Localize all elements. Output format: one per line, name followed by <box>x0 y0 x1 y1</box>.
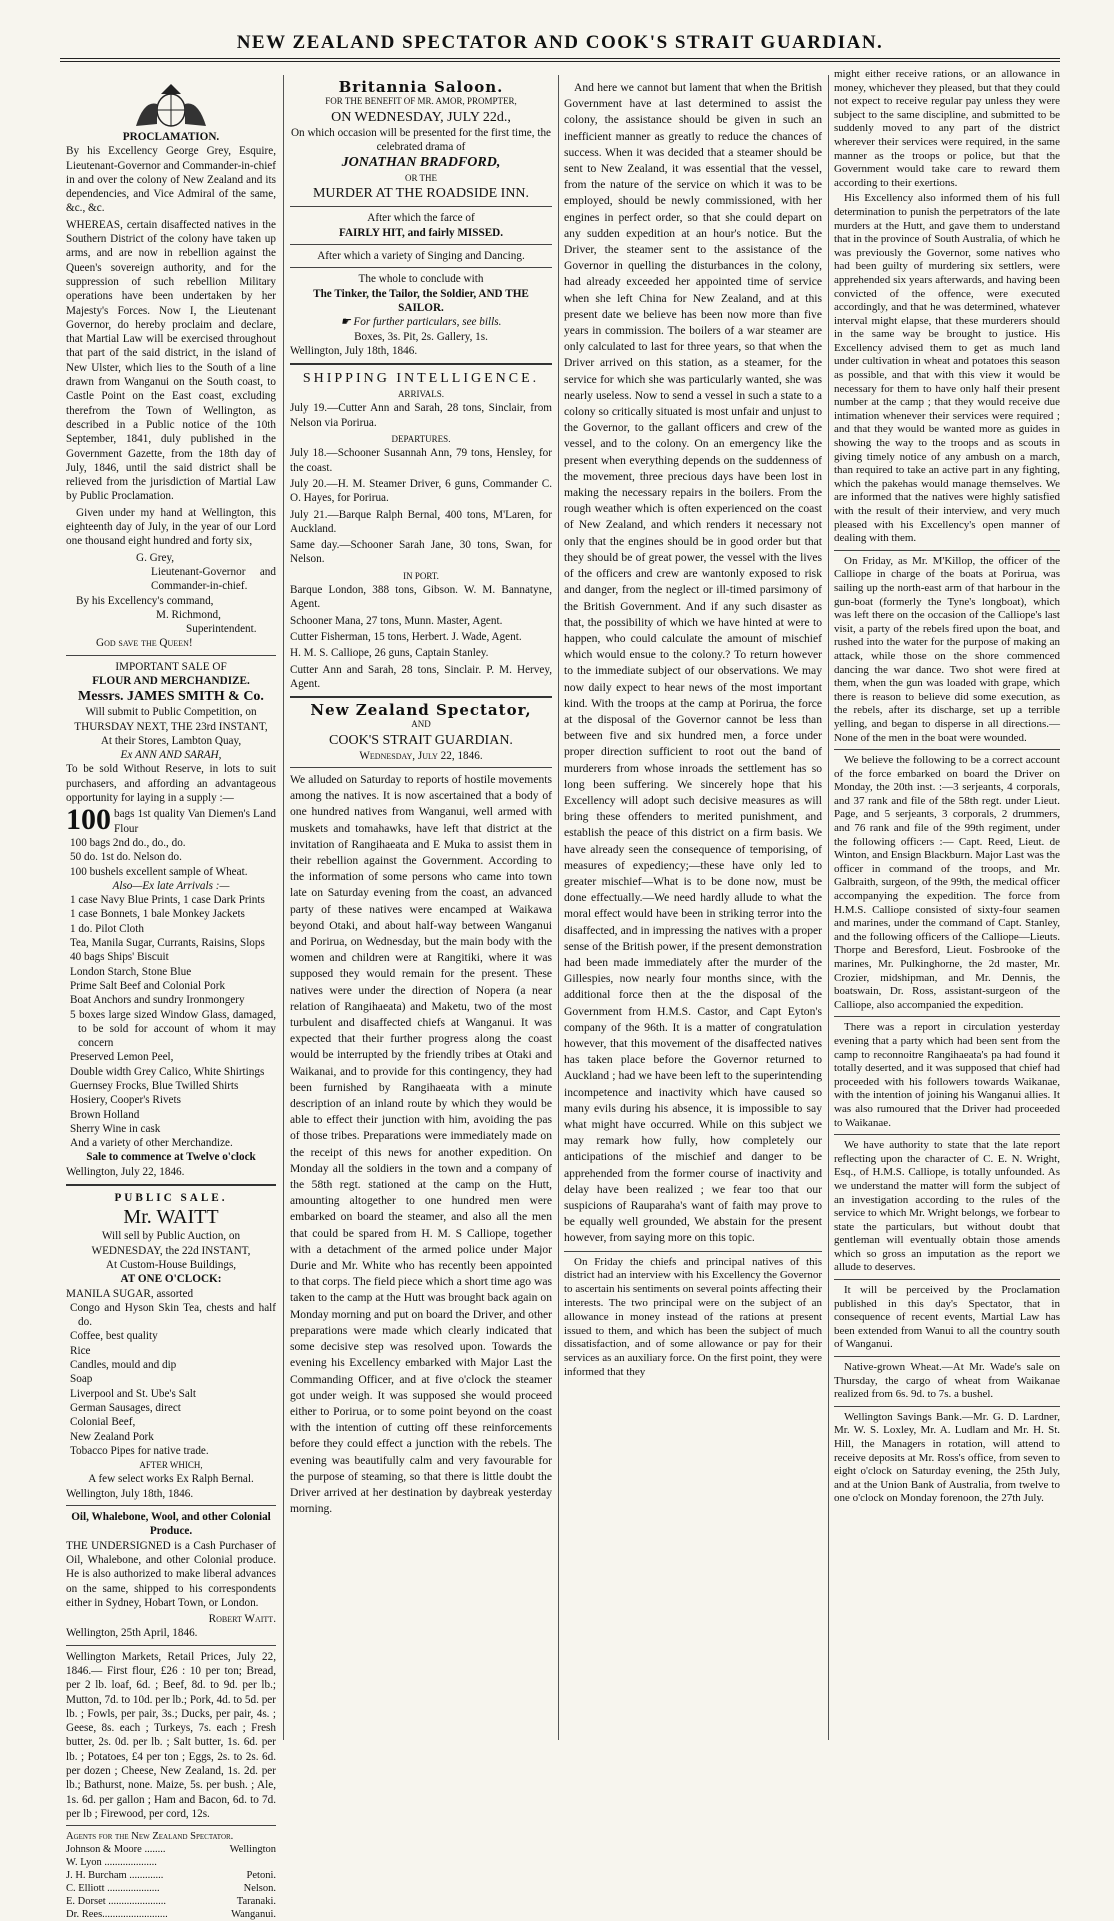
list-item: New Zealand Pork <box>70 1430 154 1443</box>
divider <box>290 244 552 245</box>
article-paragraph: We have authority to state that the late report reflecting upon the character of C. E. N. Wright, Esq., of H.M.S. Calliope, is totally unfounded. As we understand the matter will form the subject of an investigation according to the rules of the service to which Mr. Wright belongs, we forbear to state the particulars, but without doubt that gentleman will eventually obtain those amends which so gross an imputation as the report we allude to deserves. <box>834 1139 1060 1274</box>
divider <box>290 206 552 207</box>
column-2 <box>290 80 552 1740</box>
auction-after: AFTER WHICH, <box>139 1460 203 1471</box>
proclamation-given: Given under my hand at Wellington, this eighteenth day of July, in the year of our Lord one thousand eight hundred and forty six, <box>66 506 276 548</box>
list-item: 100 bags 2nd do., do., do. <box>70 836 186 849</box>
saloon-farce: FAIRLY HIT, and fairly MISSED. <box>338 226 504 239</box>
agent-place: Nelson. <box>243 1883 276 1895</box>
list-item: Rice <box>70 1344 91 1357</box>
list-item: Boat Anchors and sundry Ironmongery <box>70 994 245 1007</box>
list-item: Liverpool and St. Ube's Salt <box>70 1387 196 1400</box>
wellington-markets: Wellington Markets, Retail Prices, July 22, 1846.— First flour, £26 : 10 per ton; Bread, per 2 lb. loaf, 6d. ; Beef, 8d. to 9d. per lb.; Mutton, 7d. to 10d. per lb.; Pork, 4d. to 5d. per lb. ; Fowls, per pair, 3s.; Ducks, per pair, 4s. ; Geese, 8s. each ; Turkeys, 7s. each ; Fresh butter, 2s. 0d. per lb. ; Salt butter, 1s. 6d. per lb. ; Potatoes, £4 per ton ; Eggs, 2s. to 2s. 6d. per dozen ; Cheese, New Zealand, 1s. 2d. per lb.; Bathurst, none. Maize, 5s. per bush. ; Ale, 1s. 6d. per gallon ; Ham and Bacon, 6d. to 7d. per lb ; Firewood, per cord, 12s. <box>66 1650 276 1820</box>
article-paragraph: And here we cannot but lament that when the British Government have at last determined to assist the colony, the assistance should be given in such an inefficient manner as greatly to reduce the chances of success. When it was decided that a steamer should be sent to New Zealand, it was essential that the vessel, from the nature of the service on which it was to be employed, should be newly commissioned, with her engines in perfect order, so that she could depart on any sudden expedition at an hour's notice. But the Driver, the steamer sent to the assistance of the Governor in quelling the disturbances in the colony, had already exceeded her appointed time of service when she left China for New Zealand, and at this present date we believe has been now more than five years in commission. The boilers of a war steamer are only calculated to last for three years, so that when the Driver arrived on this station, as a steamer, for the service for which she was particularly wanted, she was nearly useless. Now to send a vessel in such a state to a colony so critically situated is most unfair and unjust to the Governor, to the gallant officers and crew of the vessel, and to the colony. On an emergency like the present when everything depends on the suddenness of the movement, three precious days have been lost in making the necessary repairs in the boilers. From the rough weather which is often experienced on the coast of New Zealand, and which renders it necessary not only that the engines should be in good order but that they should be of great power, the vessel with the lives of the officers and crew are wantonly exposed to risk and danger, from the neglect or ill-timed parsimony of the British Government. And if any such disaster as that, the possibility of which we have hinted at were to happen, who could calculate the amount of mischief which would ensue to the colony.? To return however to the immediate subject of our observations. We may now daily expect to hear news of the most important kind. With the troops at the camp at Porirua, the force at the disposal of the Governor cannot be less than between five and six hundred men, a force under proper direction sufficient to root out the band of murderers from whose inroads the settlement has so long been suffering. We sincerely hope that his Excellency will adopt such decisive measures as will bring these offenders to merited punishment, and establish the peace of this district on a firm basis. We have already seen the consequence of temporising, of measures of expediency;—these have only led to greater mischief—What is to be done now, must be done effectually.—We need hardly allude to what the moral effect would have been in striking terror into the disaffected, and in impressing the natives with a proper sense of the British power, if the present demonstration had been made immediately after the murder of the Gillespies, now nearly four months since, with the additional force then at the the disposal of the Government from H.M.S. Castor, and Capt Eyton's company of the 96th. It is a matter of congratulation however, that this movement of the disaffected natives has taken place before the Governor returned to Auckland ; had we have been left to the superintending incompetence and inactivity which have caused so many evils during his absence, it is impossible to say what might have occurred. While on this subject we may remark how fully, how completely our anticipations of the mischief and danger to be apprehended from the former course of inactivity and delay have been realized ; we fear too that our suspicions of Rauparaha's want of faith may prove to be equally well grounded, We abstain for the present however, from saying more on this topic. <box>564 81 822 1245</box>
divider <box>834 1406 1060 1407</box>
divider <box>834 1279 1060 1280</box>
masthead-rule-2 <box>60 61 1060 62</box>
agents-heading: Agents for the New Zealand Spectator. <box>66 1831 234 1843</box>
auction-after-line: A few select works Ex Ralph Bernal. <box>88 1473 254 1486</box>
saloon-or: OR THE <box>404 173 438 184</box>
list-item: Colonial Beef, <box>70 1416 136 1429</box>
inport-entry: Barque London, 388 tons, Gibson. W. M. Bannatyne, Agent. <box>290 584 552 611</box>
sale-ex: Ex ANN AND SARAH, <box>120 749 222 762</box>
editorial-paragraph: We alluded on Saturday to reports of hostile movements among the natives. It is now ascertained that a body of one hundred natives from Wanganui, well armed with muskets and tomahawks, have left that district at the invitation of Rangihaeata and E Muka to assist them in their rebellion against the Government. According to the information of some persons who came into town late on Saturday evening from the coast, an advanced party of these natives were encamped at Waikawa beyond Otaki, and about half-way between Wanganui and Porirua, on Wednesday, but the main body with the women and children were at Rangitiki, where it was supposed they would remain for the present. These natives were under the direction of Nopera (a near relation of Rangihaeata) and Maketu, two of the most turbulent and disaffected chiefs at Wanganui. It was expected that their further progress along the coast would be interrupted by the friendly tribes at Otaki and Waikanai, and to provide for this contingency, they had been furnished by Rangihaeata with a minute description of an inland route by which they would be able to effect their junction with him, avoiding the pas of those tribes. Preparations were immediately made on the receipt of this news for another expedition. On Monday all the soldiers in the town and a company of the 58th regt. stationed at the camp on the Hutt, amounting altogether to one hundred men were embarked on board the steamer, and also all the men that could be spared from H. M. S Calliope, together with a detachment of the armed police under Major Durie and Mr. White who has recently been appointed to that corps. The field piece which a short time ago was taken to the camp at the Hutt was brought back again on Monday morning and put on board the Driver, and other preparations were made which clearly indicated that some decisive step was resolved upon. Towards the evening his Excellency embarked with Major Last the Commanding Officer, and at five o'clock the steamer got under weigh. It was supposed she would proceed either to Porirua, or to some point beyond on the coast with the intention of cutting off these reinforcements before they could effect a junction with the rebels. The evening was beautifully calm and very favourable for the purpose of steaming, so that there is little doubt the Driver arrived at her destination by daybreak yesterday morning. <box>290 772 552 1516</box>
agent-row <box>66 1856 276 1869</box>
list-item: Guernsey Frocks, Blue Twilled Shirts <box>70 1080 239 1092</box>
proclamation-signature: G. Grey, <box>136 551 175 564</box>
divider <box>290 696 552 698</box>
departure-entry: July 21.—Barque Ralph Bernal, 400 tons, M'Laren, for Auckland. <box>290 508 552 535</box>
sale-commence: Sale to commence at Twelve o'clock <box>86 1151 256 1164</box>
article-paragraph: might either receive rations, or an allowance in money, whichever they pleased, but that they could not expect to receive regular pay unless they were subject to the same discipline, and submitted to be suddenly moved to any part of the district wherever their services were required, in the same manner as the troops or police, but that the Government would take care to reward them according to their exertions. <box>834 68 1060 189</box>
article-paragraph: It will be perceived by the Proclamation published in this day's Spectator, that in consequence of recent events, Martial Law has been extended from Wanui to all the country south of Wanganui. <box>834 1284 1060 1351</box>
god-save-the-queen: God save the Queen! <box>96 637 193 650</box>
oil-signature: Robert Waitt. <box>208 1613 276 1626</box>
sale-heading-2: FLOUR AND MERCHANDIZE. <box>92 674 250 687</box>
list-item: Candles, mould and dip <box>70 1359 177 1372</box>
sale-items-2 <box>66 893 276 1150</box>
saloon-dateline: Wellington, July 18th, 1846. <box>290 344 418 357</box>
proclamation-body: WHEREAS, certain disaffected natives in the Southern District of the colony have taken up arms, and are now in rebellion against the Queen's sovereign authority, and for the suppression of such rebellion Military operations have been undertaken by her Majesty's Forces. Now I, the Lieutenant Governor, do hereby proclaim and declare, that Martial Law will be exercised throughout that part of the said district, in the island of New Ulster, which lies to the South of a line drawn from Wanganui on the South coast, to Castle Point on the East coast, excluding therefrom the Town of Wellington, as described in a Public notice of the 10th September, 1841, duly published in the Government Gazette, from the 18th day of July, 1846, until the said district shall be relieved from the jurisdiction of Martial Law by Public Proclamation. <box>66 218 276 503</box>
list-item: London Starch, Stone Blue <box>70 965 192 978</box>
saloon-prices: Boxes, 3s. Pit, 2s. Gallery, 1s. <box>354 330 488 343</box>
column-rule-1 <box>283 75 284 1740</box>
list-item: Double width Grey Calico, White Shirtings <box>70 1065 265 1078</box>
divider <box>834 1016 1060 1017</box>
masthead-title: NEW ZEALAND SPECTATOR AND COOK'S STRAIT GUARDIAN. <box>236 32 884 53</box>
agent-place: Taranaki. <box>236 1896 276 1908</box>
agent-row <box>66 1843 276 1856</box>
agent-name: E. Dorset ...................... <box>66 1896 167 1908</box>
list-item: Hosiery, Cooper's Rivets <box>70 1094 181 1107</box>
article-paragraph: Native-grown Wheat.—At Mr. Wade's sale on Thursday, the cargo of wheat from Waikanae realized from 6s. 9d. to 7s. a bushel. <box>834 1361 1060 1401</box>
saloon-benefit: FOR THE BENEFIT OF MR. AMOR, PROMPTER, <box>325 96 517 107</box>
agents-list <box>66 1830 276 1921</box>
proclamation-heading: PROCLAMATION. <box>122 131 220 143</box>
list-item: 5 boxes large sized Window Glass, damaged, to be sold for account of whom it may concern <box>70 1008 276 1050</box>
list-item: 1 do. Pilot Cloth <box>70 922 144 935</box>
sale-big-text: bags 1st quality Van Diemen's Land Flour <box>114 808 276 835</box>
auction-date: WEDNESDAY, the 22d INSTANT, <box>91 1244 251 1257</box>
list-item: 100 bushels excellent sample of Wheat. <box>70 865 248 878</box>
agent-name: Johnson & Moore ........ <box>66 1844 166 1856</box>
list-item: Tea, Manila Sugar, Currants, Raisins, Slops <box>70 937 265 950</box>
list-item: Tobacco Pipes for native trade. <box>70 1444 209 1457</box>
column-1 <box>66 80 276 1921</box>
sale-firm: Messrs. JAMES SMITH & Co. <box>78 689 264 705</box>
inport-entry: Cutter Fisherman, 15 tons, Herbert. J. Wade, Agent. <box>290 630 522 643</box>
public-sale-heading: PUBLIC SALE. <box>114 1192 228 1205</box>
saloon-play2: MURDER AT THE ROADSIDE INN. <box>312 186 530 202</box>
agent-name: C. Elliott .................... <box>66 1883 160 1895</box>
divider <box>834 1356 1060 1357</box>
divider <box>564 1251 822 1252</box>
saloon-title: Britannia Saloon. <box>338 78 504 96</box>
saloon-conclude: The Tinker, the Tailor, the Soldier, AND THE SAILOR. <box>313 287 529 314</box>
oil-body: THE UNDERSIGNED is a Cash Purchaser of Oil, Whalebone, and other Colonial produce. He is also authorized to make liberal advances on the same, shipped to his correspondents either in Sydney, Hobart Town, or London. <box>66 1539 276 1609</box>
list-item: And a variety of other Merchandize. <box>70 1137 233 1150</box>
article-paragraph: On Friday the chiefs and principal natives of this district had an interview with his Excellency the Governor to ascertain his sentiments on several points affecting their interests. The two principal were on the subject of an allowance in money instead of the rations at present issued to them, and which has been the subject of much dissatisfaction, and of some allowance or pay for their services as an auxiliary force. On the first point, they were informed that they <box>564 1255 822 1378</box>
column-rule-2 <box>558 75 559 1740</box>
list-item: 40 bags Ships' Biscuit <box>70 951 169 964</box>
list-item: Brown Holland <box>70 1108 140 1121</box>
agent-name: J. H. Burcham ............. <box>66 1870 164 1882</box>
proclamation-by-command: By his Excellency's command, <box>76 594 214 607</box>
auction-time: AT ONE O'CLOCK: <box>120 1273 222 1286</box>
agent-place: Wanganui. <box>231 1909 276 1921</box>
list-item: Sherry Wine in cask <box>70 1122 161 1135</box>
sale-also: Also—Ex late Arrivals :— <box>112 879 230 892</box>
saloon-play: JONATHAN BRADFORD, <box>341 155 501 171</box>
inport-entry: H. M. S. Calliope, 26 guns, Captain Stanley. <box>290 647 489 660</box>
departures-heading: DEPARTURES. <box>391 434 451 445</box>
article-paragraph: On Friday, as Mr. M'Killop, the officer of the Calliope in charge of the boats at Porirua, was sailing up the north-east arm of that harbour in the gun-boat (formerly the Tyne's longboat), which was left there on the occasion of the Calliope's last visit, a party of the rebels fired upon the boat, and rushed into the water for the purpose of making an attack, while those on the shore commenced dancing the war dance. Two shot were fired at them, when the gun was loaded with grape, which there is reason to believe did some execution, as the rebels, after its discharge, set up a terrible yelling, and began to disperse in all directions.— None of the men in the boat were wounded. <box>834 554 1060 744</box>
article-paragraph: His Excellency also informed them of his full determination to punish the perpetrators of the late murders at the Hutt, and gave them to understand that in the province of South Australia, of which he was previously the Governor, some natives who had been guilty of murdering six settlers, were apprehended six years afterwards, and having been convicted of the offence, were executed accordingly, and that he was determined, whatever interval might elapse, that these murderers should in the same way be brought to justice. His Excellency advised them to get as much land under cultivation in wheat and potatoes this season as possible, and that with this view it would be necessary for them to have only half their present number at the camp ; that they would receive due intimation whenever their services were required ; and that they would be wanted more as guides in showing the way to the troops and as scouts in giving timely notice of any ambush on a march, than required to take an active part in any fighting, which the pakehas would manage themselves. We are informed that the natives were highly satisfied with the result of their interview, and very much pleased with his Excellency's open manner of dealing with them. <box>834 192 1060 545</box>
departure-entry: Same day.—Schooner Sarah Jane, 30 tons, Swan, for Nelson. <box>290 539 552 566</box>
saloon-whole: The whole to conclude with <box>358 273 484 286</box>
sale-line1: Will submit to Public Competition, on <box>85 706 257 719</box>
agent-row <box>66 1882 276 1895</box>
proclamation-secretary-title: Superintendent. <box>186 623 257 636</box>
list-item: Preserved Lemon Peel, <box>70 1051 174 1064</box>
list-item: Coffee, best quality <box>70 1330 158 1343</box>
proclamation-intro: By his Excellency George Grey, Esquire, Lieutenant-Governor and Commander-in-chief in and over the colony of New Zealand and its dependencies, and Vice Admiral of the same, &c., &c. <box>66 145 276 215</box>
divider <box>834 550 1060 551</box>
arrivals-heading: ARRIVALS. <box>397 389 445 400</box>
divider <box>66 1505 276 1506</box>
saloon-further-text: For further particulars, see bills. <box>353 316 502 329</box>
sale-big-number: 100 <box>66 803 111 837</box>
saloon-further <box>290 315 552 329</box>
divider <box>834 749 1060 750</box>
sale-flour-line <box>66 803 276 837</box>
saloon-after: After which the farce of <box>367 212 475 225</box>
pointing-hand-icon: ☛ <box>340 316 354 329</box>
saloon-singing: After which a variety of Singing and Dancing. <box>317 250 525 263</box>
sale-date: THURSDAY NEXT, THE 23rd INSTANT, <box>74 720 268 733</box>
sale-dateline: Wellington, July 22, 1846. <box>66 1165 185 1178</box>
shipping-heading: SHIPPING INTELLIGENCE. <box>302 371 540 387</box>
arrival-entry: July 19.—Cutter Ann and Sarah, 28 tons, Sinclair, from Nelson via Porirua. <box>290 402 552 429</box>
royal-arms-icon <box>116 80 226 130</box>
nameplate-and: AND <box>411 719 431 730</box>
auction-items <box>66 1301 276 1458</box>
column-rule-3 <box>828 75 829 1740</box>
article-paragraph: We believe the following to be a correct account of the force embarked on board the Driver on Monday, the 20th inst. :—3 serjeants, 4 corporals, and 37 rank and file of the 58th regt. under Lieut. Page, and 5 serjeants, 3 corporals, 2 drummers, and 76 rank and file of the 99th regiment, under the following officers :— Capt. Reed, Lieut. de Winton, and Ensign Blackburn. Major Last was the officer in command of the troops, and Mr. Galbraith, surgeon, of the 99th, the medical officer accompanying the expedition. The force from H.M.S. Calliope consisted of sixty-four seamen and marines, under the command of Capt. Stanley, and the following officers of the Calliope—Lieuts. Thorpe and Beresford, Lieut. Fosbrooke of the marines, Mr. Pulkinghorne, the 2d master, Mr. Crozier, midshipman, and Mr. Dennis, the boatswain, Dr. Ross, assistant-surgeon of the Calliope, also accompanied the expedition. <box>834 754 1060 1011</box>
article-paragraph: Wellington Savings Bank.—Mr. G. D. Lardner, Mr. W. S. Loxley, Mr. A. Ludlam and Mr. H. St. Hill, the Managers in rotation, will attend to receive deposits at Mr. Ross's office, from seven to eight o'clock on Saturday evening, the 25th July, and at the Union Bank of Australia, from twelve to one o'clock on Monday forenoon, the 27th July. <box>834 1410 1060 1505</box>
column-4 <box>834 68 1060 1728</box>
agent-name: Dr. Rees......................... <box>66 1909 168 1921</box>
agent-place: Petoni. <box>246 1870 276 1882</box>
agent-row <box>66 1869 276 1882</box>
divider <box>66 1825 276 1826</box>
agent-place: Wellington <box>229 1844 276 1856</box>
nameplate-subtitle: COOK'S STRAIT GUARDIAN. <box>329 732 513 748</box>
divider <box>66 1184 276 1186</box>
auction-line1: Will sell by Public Auction, on <box>101 1230 241 1243</box>
inport-heading: IN PORT. <box>403 570 439 581</box>
proclamation-secretary: M. Richmond, <box>156 608 221 621</box>
proclamation-signature-title: Lieutenant-Governor and Commander-in-chief. <box>151 565 276 593</box>
divider <box>834 1134 1060 1135</box>
divider <box>66 1645 276 1646</box>
divider <box>290 267 552 268</box>
auctioneer-name: Mr. WAITT <box>123 1206 219 1229</box>
sale-heading-1: IMPORTANT SALE OF <box>115 660 227 673</box>
oil-heading: Oil, Whalebone, Wool, and other Colonial Produce. <box>71 1511 271 1538</box>
oil-dateline: Wellington, 25th April, 1846. <box>66 1627 198 1640</box>
list-item: Congo and Hyson Skin Tea, chests and half do. <box>70 1301 276 1329</box>
auction-place: At Custom-House Buildings, <box>105 1258 237 1271</box>
auction-first-item: MANILA SUGAR, assorted <box>66 1287 194 1300</box>
divider <box>66 655 276 656</box>
sale-place: At their Stores, Lambton Quay, <box>100 734 242 747</box>
agent-row <box>66 1895 276 1908</box>
sale-items <box>66 836 276 879</box>
saloon-date: ON WEDNESDAY, JULY 22d., <box>331 109 511 125</box>
sale-terms: To be sold Without Reserve, in lots to suit purchasers, and affording an advantageous opportunity for laying in a supply :— <box>66 763 276 805</box>
departure-entry: July 18.—Schooner Susannah Ann, 79 tons, Hensley, for the coast. <box>290 447 552 474</box>
article-paragraph: There was a report in circulation yesterday evening that a party which had been sent from the camp to reconnoitre Rangihaeata's pa had found it totally deserted, and it was supposed that chief had proceeded with his followers towards Waikanae, with the intention of joining his Wanganui allies. It was also rumoured that the Driver had proceeded to Waikanae. <box>834 1021 1060 1129</box>
masthead-rule <box>60 58 1060 59</box>
list-item: 50 do. 1st do. Nelson do. <box>70 851 182 864</box>
nameplate-title: New Zealand Spectator, <box>310 701 532 720</box>
agent-name: W. Lyon .................... <box>66 1857 157 1869</box>
list-item: Prime Salt Beef and Colonial Pork <box>70 979 226 992</box>
list-item: German Sausages, direct <box>70 1401 181 1414</box>
inport-entry: Schooner Mana, 27 tons, Munn. Master, Agent. <box>290 614 503 627</box>
list-item: Soap <box>70 1373 93 1386</box>
column-3 <box>564 80 822 1740</box>
list-item: 1 case Bonnets, 1 bale Monkey Jackets <box>70 908 245 921</box>
saloon-line1: On which occasion will be presented for the first time, the celebrated drama of <box>290 126 552 153</box>
auction-dateline: Wellington, July 18th, 1846. <box>66 1487 194 1500</box>
divider <box>290 767 552 768</box>
nameplate-date: Wednesday, July 22, 1846. <box>359 749 483 762</box>
agent-row <box>66 1908 276 1921</box>
divider <box>290 363 552 365</box>
list-item: 1 case Navy Blue Prints, 1 case Dark Prints <box>70 894 265 907</box>
departure-entry: July 20.—H. M. Steamer Driver, 6 guns, Commander C. O. Hayes, for Porirua. <box>290 477 552 505</box>
inport-entry: Cutter Ann and Sarah, 28 tons, Sinclair. P. M. Hervey, Agent. <box>290 663 552 690</box>
